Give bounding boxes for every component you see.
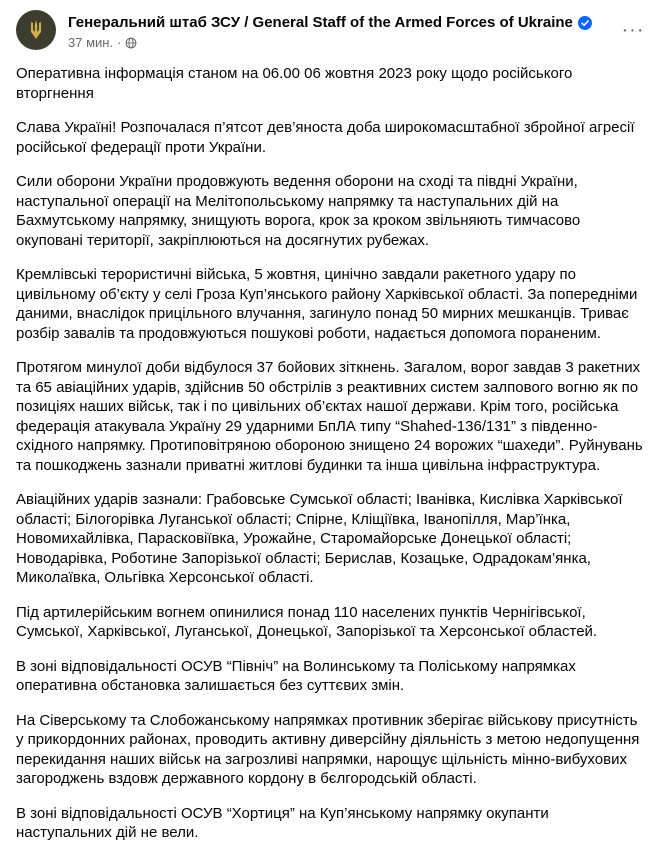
post-paragraph: Сили оборони України продовжують ведення оборони на сході та півдні України, наступальної операції на Мелітопольському напрямку та наступальних дій на Бахмутському напрямку, знищують ворога, крок за кроком звільняють тимчасово окуповані території, закріплюються на досягнутих рубежах.	[16, 173, 581, 249]
page-avatar[interactable]	[16, 10, 56, 50]
post-paragraph: Слава Україні! Розпочалася п’ятсот дев’яноста доба широкомасштабної збройної агресії російської федерації проти України.	[16, 119, 635, 156]
post-author	[68, 14, 592, 31]
more-options-icon[interactable]: ···	[621, 19, 645, 41]
verified-badge-icon	[578, 16, 592, 30]
post-timestamp[interactable]: 37 мин.	[68, 35, 114, 50]
post-paragraph: Протягом минулої доби відбулося 37 бойових зіткнень. Загалом, ворог завдав 3 ракетних та 65 авіаційних ударів, здійснив 50 обстрілів з реактивних систем залпового вогню як по позиціях наших військ, так і по цивільних об’єктах нашої держави. Крім того, російська федерація атакувала Україну 29 ударними БпЛА типу “Shahed-136/131” з південно-східного напрямку. Протиповітряною обороною знищено 24 ворожих “шахеди”. Руйнувань та пошкоджень зазнали приватні житлові будинки та інша цивільна інфраструктура.	[16, 359, 643, 474]
post-paragraph: Під артилерійським вогнем опинилися понад 110 населених пунктів Чернігівської, Сумської, Харківської, Луганської, Донецької, Запорізької та Херсонської областей.	[16, 603, 598, 640]
post-paragraph: В зоні відповідальності ОСУВ “Хортиця” на Куп’янському напрямку окупанти наступальних дій не вели.	[16, 804, 549, 841]
post-body	[16, 64, 648, 858]
post-paragraph: В зоні відповідальності ОСУВ “Північ” на Волинському та Поліському напрямках оперативна обстановка залишається без суттєвих змін.	[16, 657, 576, 694]
trident-emblem-icon	[24, 18, 48, 42]
author-name-link[interactable]: Генеральний штаб ЗСУ / General Staff of the Armed Forces of Ukraine	[68, 14, 573, 31]
post-paragraph: Оперативна інформація станом на 06.00 06 жовтня 2023 року щодо російського вторгнення	[16, 65, 573, 102]
globe-icon[interactable]	[125, 37, 137, 49]
post-header	[16, 10, 651, 58]
post-meta	[68, 35, 137, 50]
post-paragraph: Авіаційних ударів зазнали: Грабовське Сумської області; Іванівка, Кислівка Харківської області; Білогорівка Луганської області; Спірне, Кліщіївка, Іванопілля, Мар’їнка, Новомихайлівка, Парасковіївка, Урожайне, Старомайорське Донецької області; Новодарівка, Роботине Запорізької області; Берислав, Козацьке, Одрадокам’янка, Миколаївка, Ольгівка Херсонської області.	[16, 491, 623, 586]
meta-separator: ·	[117, 35, 122, 50]
post-paragraph: Кремлівські терористичні війська, 5 жовтня, цинічно завдали ракетного удару по цивільному об’єкту у селі Гроза Куп’янського району Харківської області. За попередніми даними, внаслідок прицільного влучання, загинуло понад 50 мирних мешканців. Триває розбір завалів та продовжуються пошукові роботи, надається допомога пораненим.	[16, 266, 638, 342]
post-paragraph: На Сіверському та Слобожанському напрямках противник зберігає військову присутність у прикордонних районах, проводить активну диверсійну діяльність з метою недопущення перекидання наших військ на загрозливі напрямки, нарощує щільність мінно-вибухових загороджень вздовж державного кордону в бєлгородській області.	[16, 711, 640, 787]
